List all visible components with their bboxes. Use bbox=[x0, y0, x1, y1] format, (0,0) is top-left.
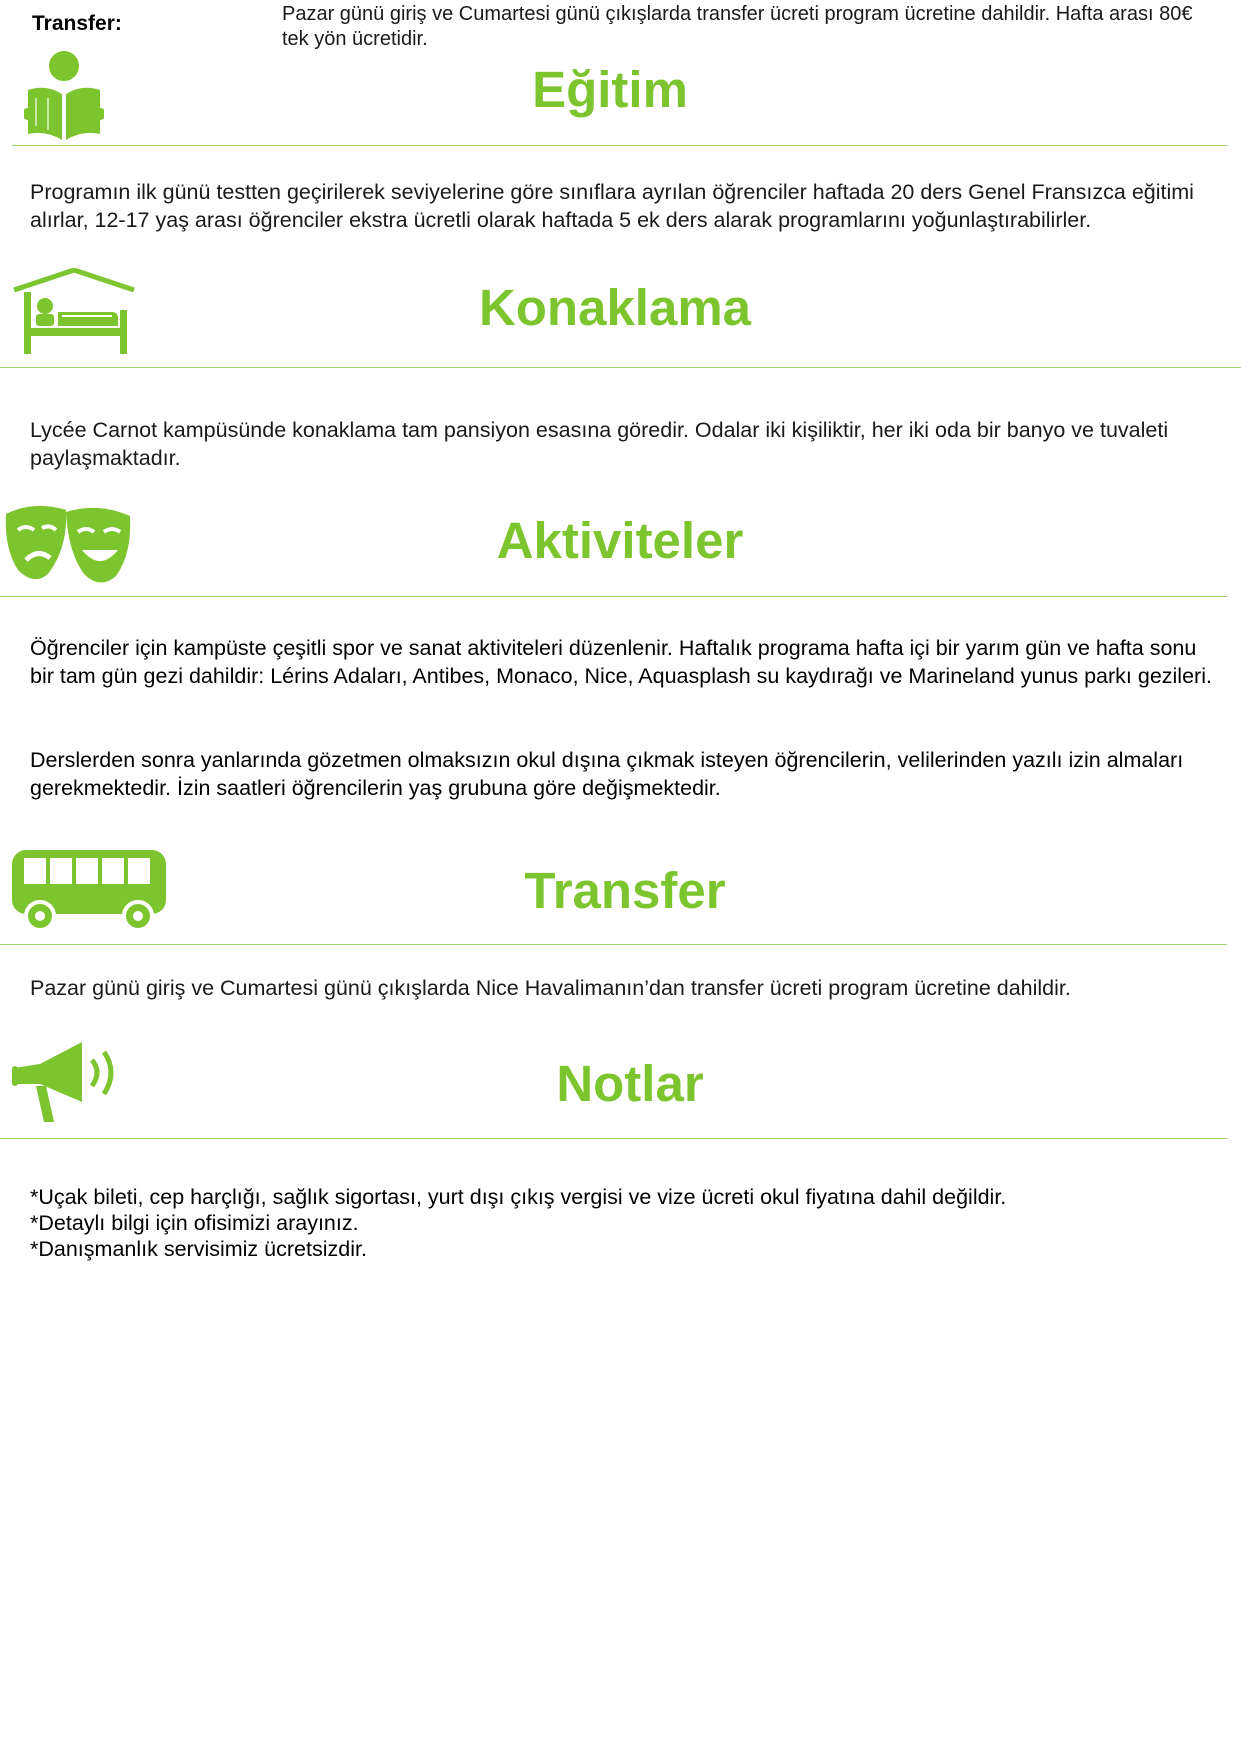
section-title-transfer: Transfer bbox=[524, 862, 726, 919]
section-divider bbox=[0, 596, 1227, 597]
bed-house-icon bbox=[12, 268, 136, 358]
section-body-konaklama: Lycée Carnot kampüsünde konaklama tam pansiyon esasına göredir. Odalar iki kişiliktir, her iki oda bir banyo ve tuvaleti paylaşmaktadır. bbox=[30, 418, 1169, 470]
notes-list bbox=[30, 1184, 1215, 1262]
section-title-egitim: Eğitim bbox=[532, 61, 688, 118]
section-title-notlar: Notlar bbox=[556, 1055, 704, 1112]
top-transfer-text: Pazar günü giriş ve Cumartesi günü çıkışlarda transfer ücreti program ücretine dahildir. Hafta arası 80€ tek yön ücretidir. bbox=[282, 3, 1193, 50]
section-body-aktiviteler-2: Derslerden sonra yanlarında gözetmen olmaksızın okul dışına çıkmak isteyen öğrencilerin, velilerinden yazılı izin almaları gerekmektedir. İzin saatleri öğrencilerin yaş grubuna göre değişmektedir. bbox=[30, 748, 1184, 800]
reading-person-icon bbox=[24, 50, 104, 142]
megaphone-icon bbox=[10, 1040, 128, 1126]
section-divider bbox=[12, 145, 1227, 146]
section-body-egitim: Programın ilk günü testten geçirilerek seviyelerine göre sınıflara ayrılan öğrenciler haftada 20 ders Genel Fransızca eğitimi alırlar, 12-17 yaş arası öğrenciler ekstra ücretli olarak haftada 5 ek ders alarak programlarını yoğunlaştırabilirler. bbox=[30, 180, 1194, 232]
section-title-konaklama: Konaklama bbox=[478, 279, 752, 336]
section-divider bbox=[0, 944, 1227, 945]
theater-masks-icon bbox=[4, 498, 132, 590]
top-transfer-label: Transfer: bbox=[32, 12, 122, 35]
note-item: *Danışmanlık servisimiz ücretsizdir. bbox=[30, 1237, 367, 1261]
bus-icon bbox=[10, 848, 170, 934]
section-divider bbox=[0, 1138, 1227, 1139]
section-title-aktiviteler: Aktiviteler bbox=[496, 512, 744, 569]
section-body-aktiviteler-1: Öğrenciler için kampüste çeşitli spor ve sanat aktiviteleri düzenlenir. Haftalık programa hafta içi bir yarım gün ve hafta sonu bir tam gün gezi dahildir: Lérins Adaları, Antibes, Monaco, Nice, Aquasplash su kaydırağı ve Marineland yunus parkı gezileri. bbox=[30, 636, 1212, 688]
section-body-transfer: Pazar günü giriş ve Cumartesi günü çıkışlarda Nice Havalimanın’dan transfer ücreti program ücretine dahildir. bbox=[30, 976, 1071, 1000]
note-item: *Uçak bileti, cep harçlığı, sağlık sigortası, yurt dışı çıkış vergisi ve vize ücreti okul fiyatına dahil değildir. bbox=[30, 1185, 1007, 1209]
note-item: *Detaylı bilgi için ofisimizi arayınız. bbox=[30, 1211, 359, 1235]
section-divider bbox=[0, 367, 1241, 368]
